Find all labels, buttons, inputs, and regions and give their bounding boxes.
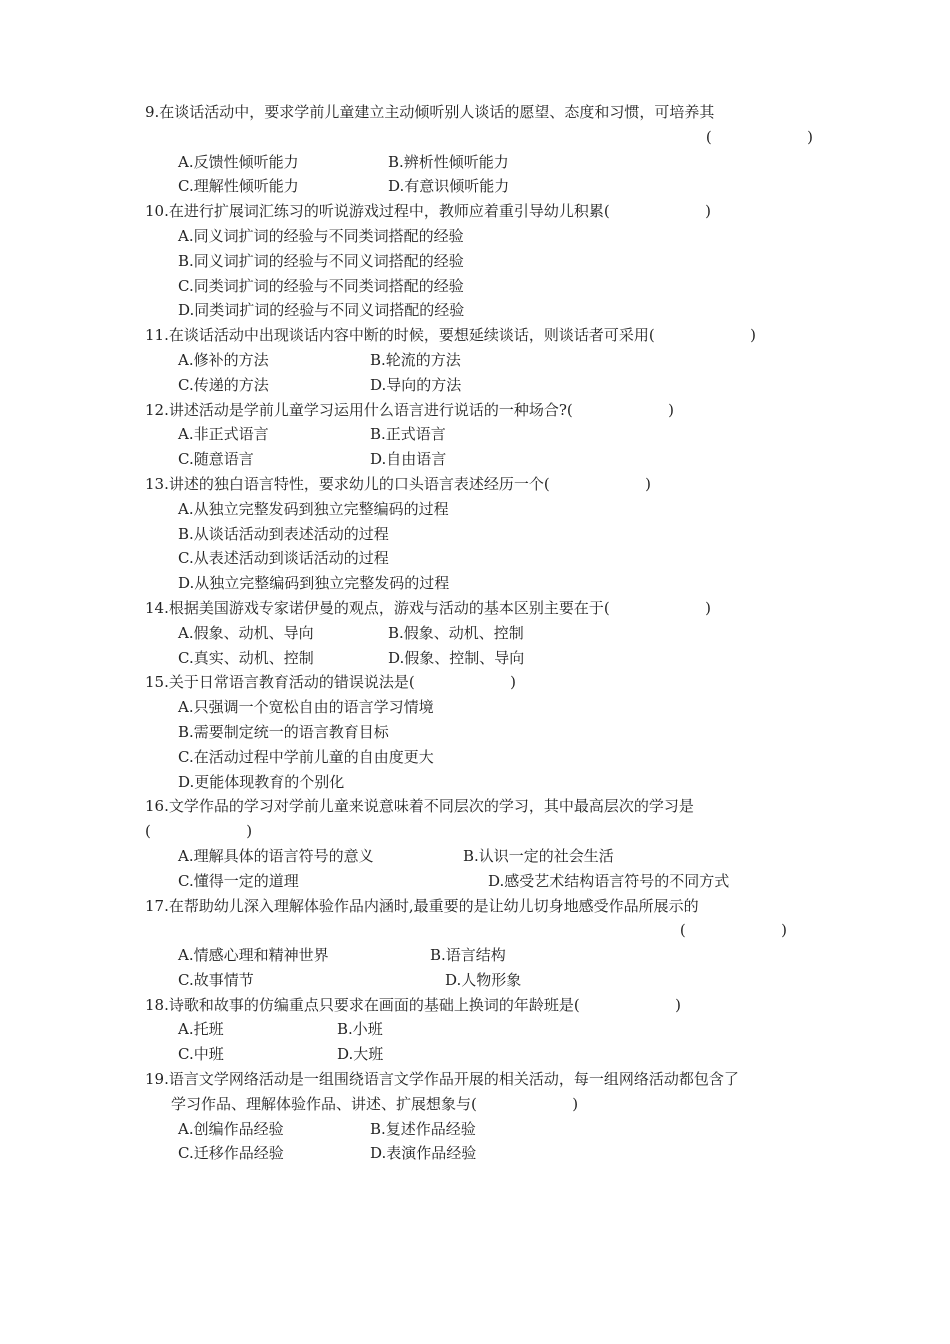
option-c: C.中班: [178, 1045, 224, 1064]
option-row: [145, 348, 815, 373]
option-b: B.语言结构: [430, 946, 506, 965]
option-b: B.小班: [337, 1020, 383, 1039]
option-row: [145, 447, 815, 472]
answer-paren: ( ): [679, 921, 787, 940]
option-row: [145, 1141, 815, 1166]
option-c: C.同类词扩词的经验与不同类词搭配的经验: [178, 276, 464, 295]
answer-paren: ( ): [705, 127, 813, 146]
answer-paren: ( ): [145, 822, 253, 841]
option-a: A.托班: [178, 1020, 224, 1039]
option-a: A.创编作品经验: [178, 1119, 284, 1138]
option-d: D.大班: [337, 1045, 384, 1064]
option-d: D.人物形象: [445, 970, 522, 989]
option-d: D.表演作品经验: [370, 1144, 477, 1163]
option-row: [145, 943, 815, 968]
question-stem: 17.在帮助幼儿深入理解体验作品内涵时,最重要的是让幼儿切身地感受作品所展示的: [145, 896, 699, 915]
option-b: B.需要制定统一的语言教育目标: [178, 722, 389, 741]
option-d: D.从独立完整编码到独立完整发码的过程: [178, 574, 450, 593]
option-row: [145, 869, 815, 894]
question-stem: 15.关于日常语言教育活动的错误说法是( ): [145, 673, 516, 692]
option-d: D.同类词扩词的经验与不同义词搭配的经验: [178, 301, 465, 320]
option-c: C.懂得一定的道理: [178, 871, 299, 890]
question-stem: 16.文学作品的学习对学前儿童来说意味着不同层次的学习，其中最高层次的学习是: [145, 797, 694, 816]
option-row: [145, 844, 815, 869]
option-d: D.自由语言: [370, 450, 447, 469]
question-stem: 14.根据美国游戏专家诺伊曼的观点，游戏与活动的基本区别主要在于( ): [145, 598, 711, 617]
option-b: B.同义词扩词的经验与不同义词搭配的经验: [178, 251, 464, 270]
option-c: C.理解性倾听能力: [178, 177, 299, 196]
option-c: C.故事情节: [178, 970, 254, 989]
option-b: B.从谈话活动到表述活动的过程: [178, 524, 389, 543]
option-d: D.更能体现教育的个别化: [178, 772, 345, 791]
option-row: [145, 1117, 815, 1142]
option-b: B.假象、动机、控制: [388, 623, 524, 642]
option-row: [145, 150, 815, 175]
option-a: A.假象、动机、导向: [178, 623, 314, 642]
option-b: B.正式语言: [370, 425, 446, 444]
option-c: C.传递的方法: [178, 375, 269, 394]
question-stem: 19.语言文学网络活动是一组围绕语言文学作品开展的相关活动，每一组网络活动都包含了: [145, 1070, 739, 1089]
option-a: A.情感心理和精神世界: [178, 946, 329, 965]
option-a: A.理解具体的语言符号的意义: [178, 846, 374, 865]
question-stem: 18.诗歌和故事的仿编重点只要求在画面的基础上换词的年龄班是( ): [145, 995, 681, 1014]
question-stem: 12.讲述活动是学前儿童学习运用什么语言进行说话的一种场合?( ): [145, 400, 674, 419]
option-c: C.迁移作品经验: [178, 1144, 284, 1163]
option-row: [145, 1042, 815, 1067]
option-a: A.同义词扩词的经验与不同类词搭配的经验: [178, 226, 464, 245]
option-b: B.认识一定的社会生活: [463, 846, 614, 865]
option-a: A.反馈性倾听能力: [178, 152, 299, 171]
option-row: [145, 174, 815, 199]
option-b: B.复述作品经验: [370, 1119, 476, 1138]
option-c: C.从表述活动到谈话活动的过程: [178, 549, 389, 568]
question-stem: 10.在进行扩展词汇练习的听说游戏过程中，教师应着重引导幼儿积累( ): [145, 202, 711, 221]
option-a: A.只强调一个宽松自由的语言学习情境: [178, 698, 434, 717]
document-body: [145, 100, 815, 1166]
question-stem: 13.讲述的独白语言特性，要求幼儿的口头语言表述经历一个( ): [145, 474, 651, 493]
option-d: D.感受艺术结构语言符号的不同方式: [488, 871, 730, 890]
option-d: D.有意识倾听能力: [388, 177, 510, 196]
option-a: A.从独立完整发码到独立完整编码的过程: [178, 499, 449, 518]
option-c: C.真实、动机、控制: [178, 648, 314, 667]
option-d: D.假象、控制、导向: [388, 648, 525, 667]
option-row: [145, 422, 815, 447]
option-row: [145, 621, 815, 646]
option-row: [145, 373, 815, 398]
option-d: D.导向的方法: [370, 375, 462, 394]
question-stem: 9.在谈话活动中，要求学前儿童建立主动倾听别人谈话的愿望、态度和习惯，可培养其: [145, 103, 715, 121]
option-a: A.修补的方法: [178, 350, 269, 369]
option-c: C.随意语言: [178, 450, 254, 469]
option-row: [145, 646, 815, 671]
option-c: C.在活动过程中学前儿童的自由度更大: [178, 747, 434, 766]
option-row: [145, 968, 815, 993]
question-stem: 11.在谈话活动中出现谈话内容中断的时候，要想延续谈话，则谈话者可采用( ): [145, 326, 756, 345]
option-row: [145, 1017, 815, 1042]
option-b: B.轮流的方法: [370, 350, 461, 369]
option-b: B.辨析性倾听能力: [388, 152, 509, 171]
question-stem-continued: 学习作品、理解体验作品、讲述、扩展想象与( ): [171, 1094, 579, 1113]
option-a: A.非正式语言: [178, 425, 269, 444]
